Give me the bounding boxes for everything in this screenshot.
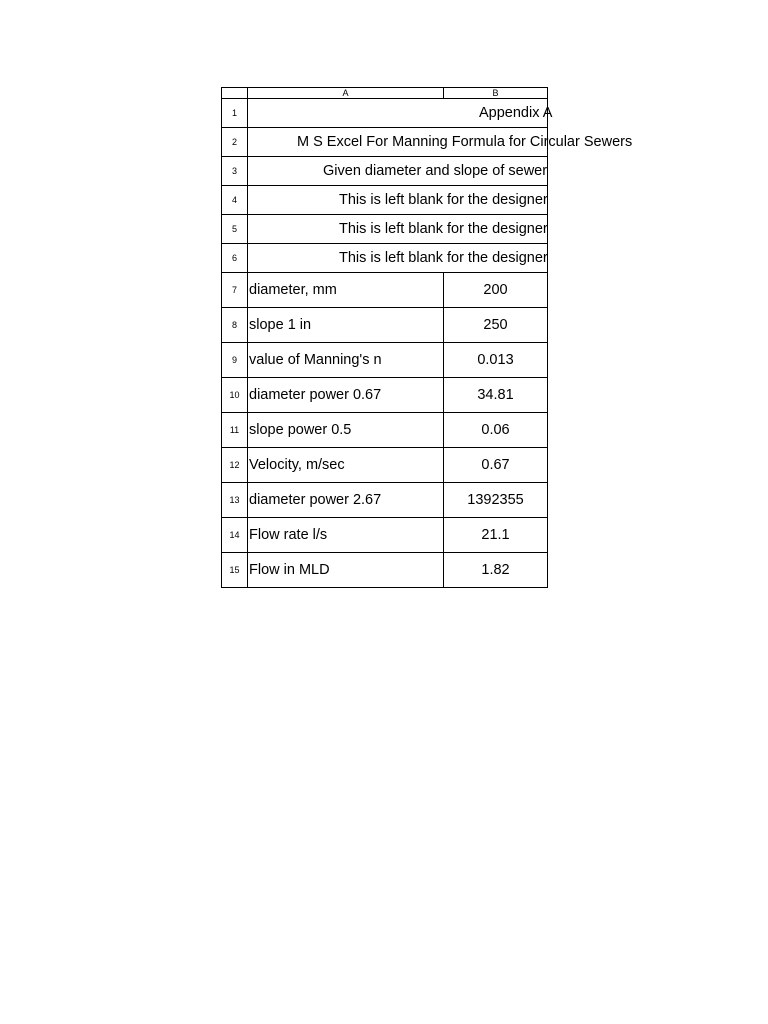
table-row [222,448,548,483]
title-cell[interactable] [248,128,633,157]
spreadsheet-grid [221,87,633,588]
row-number[interactable]: 7 [222,273,248,308]
title-text: Given diameter and slope of sewer [323,163,548,179]
label-cell[interactable]: Velocity, m/sec [248,448,444,483]
title-row [222,157,548,186]
column-header-row [222,88,548,99]
row-number[interactable]: 4 [222,186,248,215]
title-cell[interactable] [248,99,553,128]
title-cell[interactable] [248,244,548,273]
label-cell[interactable]: Flow rate l/s [248,518,444,553]
row-number[interactable]: 2 [222,128,248,157]
row-number[interactable]: 11 [222,413,248,448]
row-number[interactable]: 14 [222,518,248,553]
row-number[interactable]: 5 [222,215,248,244]
value-cell[interactable]: 0.06 [444,413,548,448]
row-number[interactable]: 3 [222,157,248,186]
value-cell[interactable]: 1392355 [444,483,548,518]
label-cell[interactable]: diameter power 2.67 [248,483,444,518]
table-row [222,343,548,378]
title-row [222,128,548,157]
table-row [222,308,548,343]
row-number[interactable]: 8 [222,308,248,343]
row-number[interactable]: 6 [222,244,248,273]
value-cell[interactable]: 250 [444,308,548,343]
table-row [222,518,548,553]
label-cell[interactable]: Flow in MLD [248,553,444,588]
table-row [222,413,548,448]
table-row [222,483,548,518]
title-cell[interactable] [248,186,548,215]
label-cell[interactable]: slope power 0.5 [248,413,444,448]
label-cell[interactable]: value of Manning's n [248,343,444,378]
title-text: Appendix A [479,105,553,121]
title-text: M S Excel For Manning Formula for Circular Sewers [297,134,633,150]
row-number[interactable]: 1 [222,99,248,128]
title-cell[interactable] [248,157,548,186]
title-row [222,215,548,244]
title-row [222,99,548,128]
title-row [222,244,548,273]
label-cell[interactable]: slope 1 in [248,308,444,343]
table-row [222,553,548,588]
column-header-b[interactable]: B [444,88,548,99]
value-cell[interactable]: 34.81 [444,378,548,413]
value-cell[interactable]: 0.013 [444,343,548,378]
value-cell[interactable]: 200 [444,273,548,308]
title-cell[interactable] [248,215,548,244]
select-all-corner[interactable] [222,88,248,99]
row-number[interactable]: 10 [222,378,248,413]
label-cell[interactable]: diameter power 0.67 [248,378,444,413]
row-number[interactable]: 12 [222,448,248,483]
row-number[interactable]: 15 [222,553,248,588]
value-cell[interactable]: 1.82 [444,553,548,588]
title-text: This is left blank for the designer [339,221,548,237]
value-cell[interactable]: 0.67 [444,448,548,483]
table-row [222,273,548,308]
row-number[interactable]: 13 [222,483,248,518]
column-header-a[interactable]: A [248,88,444,99]
title-text: This is left blank for the designer [339,192,548,208]
row-number[interactable]: 9 [222,343,248,378]
table-row [222,378,548,413]
label-cell[interactable]: diameter, mm [248,273,444,308]
value-cell[interactable]: 21.1 [444,518,548,553]
title-text: This is left blank for the designer [339,250,548,266]
title-row [222,186,548,215]
